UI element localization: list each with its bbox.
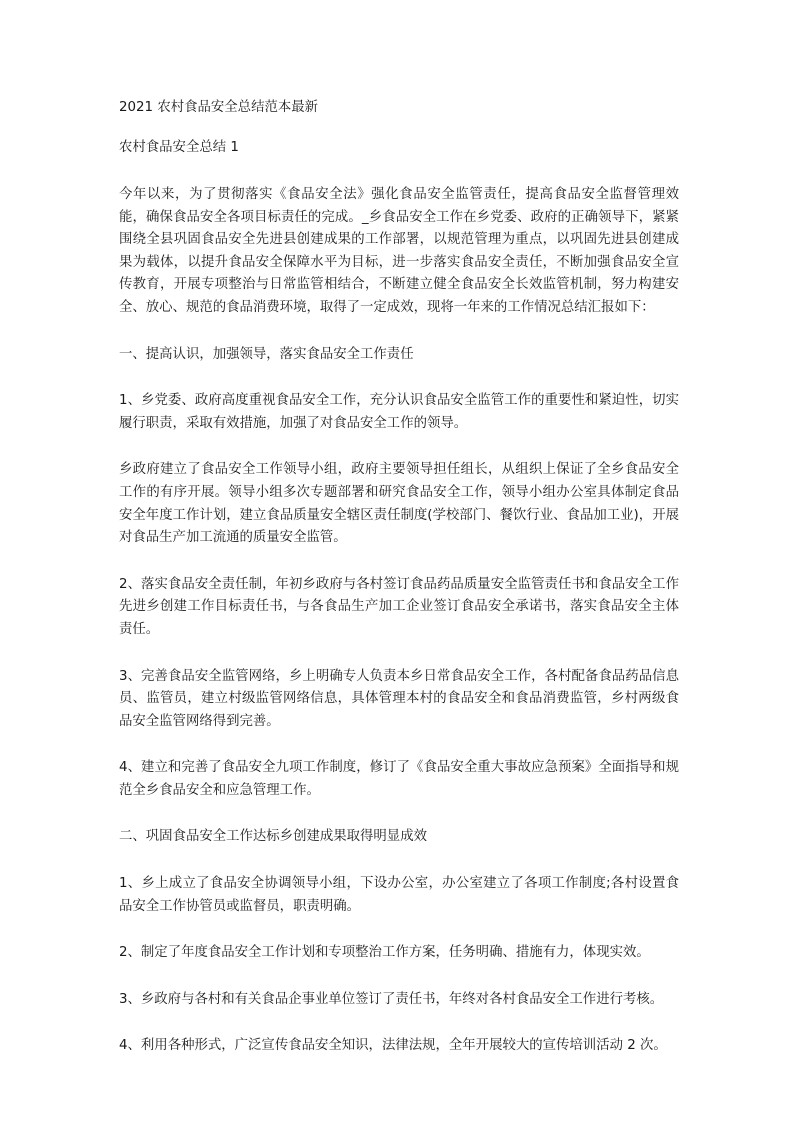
section-heading-1: 一、提高认识，加强领导，落实食品安全工作责任 [119,346,414,362]
document-title: 2021 农村食品安全总结范本最新 [119,100,319,115]
paragraph-1-1: 1、乡党委、政府高度重视食品安全工作，充分认识食品安全监管工作的重要性和紧迫性，切实履行职责，采取有效措施，加强了对食品安全工作的领导。 [119,393,679,431]
paragraph-2-3: 3、乡政府与各村和有关食品企事业单位签订了责任书，年终对各村食品安全工作进行考核。 [119,991,664,1007]
paragraph-intro: 今年以来，为了贯彻落实《食品安全法》强化食品安全监管责任，提高食品安全监督管理效能，确保食品安全各项目标责任的完成。_乡食品安全工作在乡党委、政府的正确领导下，紧紧围绕全县巩固食品安全先进县创建成果的工作部署，以规范管理为重点，以巩固先进县创建成果为载体，以提升食品安全保障水平为目标，进一步落实食品安全责任，不断加强食品安全宣传教育，开展专项整治与日常监管相结合，不断建立健全食品安全长效监管机制，努力构建安全、放心、规范的食品消费环境，取得了一定成效，现将一年来的工作情况总结汇报如下： [119,187,679,315]
paragraph-2-4: 4、利用各种形式，广泛宣传食品安全知识，法律法规，全年开展较大的宣传培训活动 2 次。 [119,1038,667,1054]
document-subtitle: 农村食品安全总结 1 [119,140,239,155]
paragraph-1-4: 4、建立和完善了食品安全九项工作制度，修订了《食品安全重大事故应急预案》全面指导和规范全乡食品安全和应急管理工作。 [119,760,679,798]
paragraph-2-2: 2、制定了年度食品安全工作计划和专项整治工作方案，任务明确、措施有力，体现实效。 [119,945,650,961]
paragraph-1-3: 3、完善食品安全监管网络，乡上明确专人负责本乡日常食品安全工作，各村配备食品药品信息员、监管员，建立村级监管网络信息，具体管理本村的食品安全和食品消费监管，乡村两级食品安全监管网络得到完善。 [119,668,679,729]
paragraph-2-1: 1、乡上成立了食品安全协调领导小组，下设办公室，办公室建立了各项工作制度;各村设置食品安全工作协管员或监督员，职责明确。 [119,876,679,914]
paragraph-1-1-detail: 乡政府建立了食品安全工作领导小组，政府主要领导担任组长，从组织上保证了全乡食品安全工作的有序开展。领导小组多次专题部署和研究食品安全工作，领导小组办公室具体制定食品安全年度工作计划，建立食品质量安全辖区责任制度(学校部门、餐饮行业、食品加工业)，开展对食品生产加工流通的质量安全监管。 [119,462,679,546]
section-heading-2: 二、巩固食品安全工作达标乡创建成果取得明显成效 [119,829,427,845]
paragraph-1-2: 2、落实食品安全责任制，年初乡政府与各村签订食品药品质量安全监管责任书和食品安全工作先进乡创建工作目标责任书，与各食品生产加工企业签订食品安全承诺书，落实食品安全主体责任。 [119,576,679,637]
document-page [119,96,679,1058]
